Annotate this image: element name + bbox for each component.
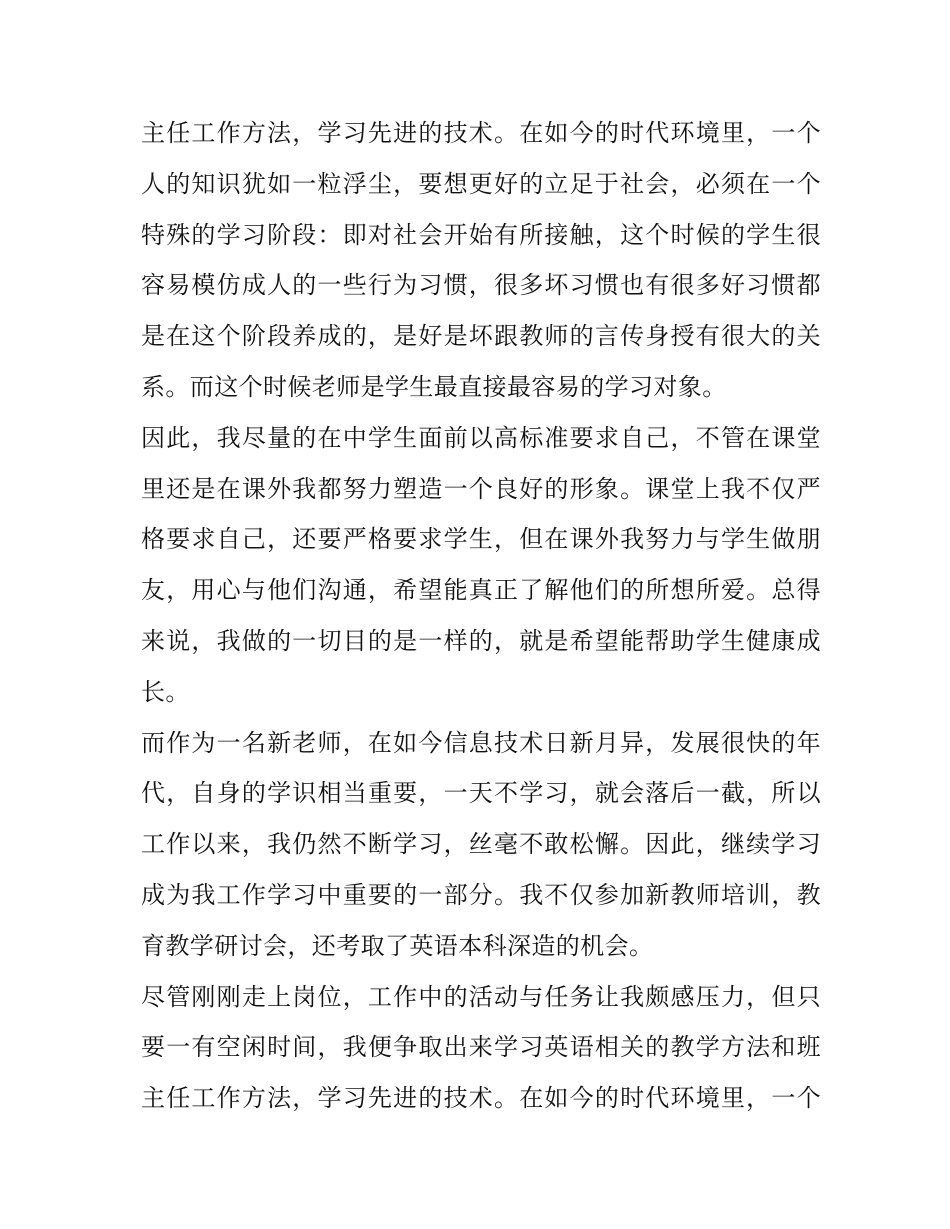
text-line: 主任工作方法，学习先进的技术。在如今的时代环境里，一个 xyxy=(141,119,821,147)
text-line: 是在这个阶段养成的，是好是坏跟教师的言传身授有很大的关 xyxy=(141,322,821,351)
body-text xyxy=(141,108,821,1124)
text-line: 要一有空闲时间，我便争取出来学习英语相关的教学方法和班 xyxy=(141,1033,821,1062)
text-line: 特殊的学习阶段：即对社会开始有所接触，这个时候的学生很 xyxy=(141,220,821,249)
text-line: 里还是在课外我都努力塑造一个良好的形象。课堂上我不仅严 xyxy=(141,474,821,503)
text-line: 人的知识犹如一粒浮尘，要想更好的立足于社会，必须在一个 xyxy=(141,169,821,198)
text-line: 格要求自己，还要严格要求学生，但在课外我努力与学生做朋 xyxy=(141,525,821,554)
text-line: 因此，我尽量的在中学生面前以高标准要求自己，不管在课堂 xyxy=(141,423,821,452)
text-line: 系。而这个时候老师是学生最直接最容易的学习对象。 xyxy=(141,372,727,401)
text-line: 尽管刚刚走上岗位，工作中的活动与任务让我颇感压力，但只 xyxy=(141,982,821,1011)
text-line: 育教学研讨会，还考取了英语本科深造的机会。 xyxy=(141,931,654,960)
text-line: 友，用心与他们沟通，希望能真正了解他们的所想所爱。总得 xyxy=(141,576,821,605)
text-line: 来说，我做的一切目的是一样的，就是希望能帮助学生健康成 xyxy=(141,626,821,655)
text-line: 长。 xyxy=(141,677,190,706)
text-line: 成为我工作学习中重要的一部分。我不仅参加新教师培训，教 xyxy=(141,880,821,909)
text-line: 而作为一名新老师，在如今信息技术日新月异，发展很快的年 xyxy=(141,728,821,757)
text-line: 主任工作方法，学习先进的技术。在如今的时代环境里，一个 xyxy=(141,1084,821,1113)
text-line: 代，自身的学识相当重要，一天不学习，就会落后一截，所以 xyxy=(141,779,821,808)
text-line: 容易模仿成人的一些行为习惯，很多坏习惯也有很多好习惯都 xyxy=(141,271,821,300)
text-line: 工作以来，我仍然不断学习，丝毫不敢松懈。因此，继续学习 xyxy=(141,830,821,859)
